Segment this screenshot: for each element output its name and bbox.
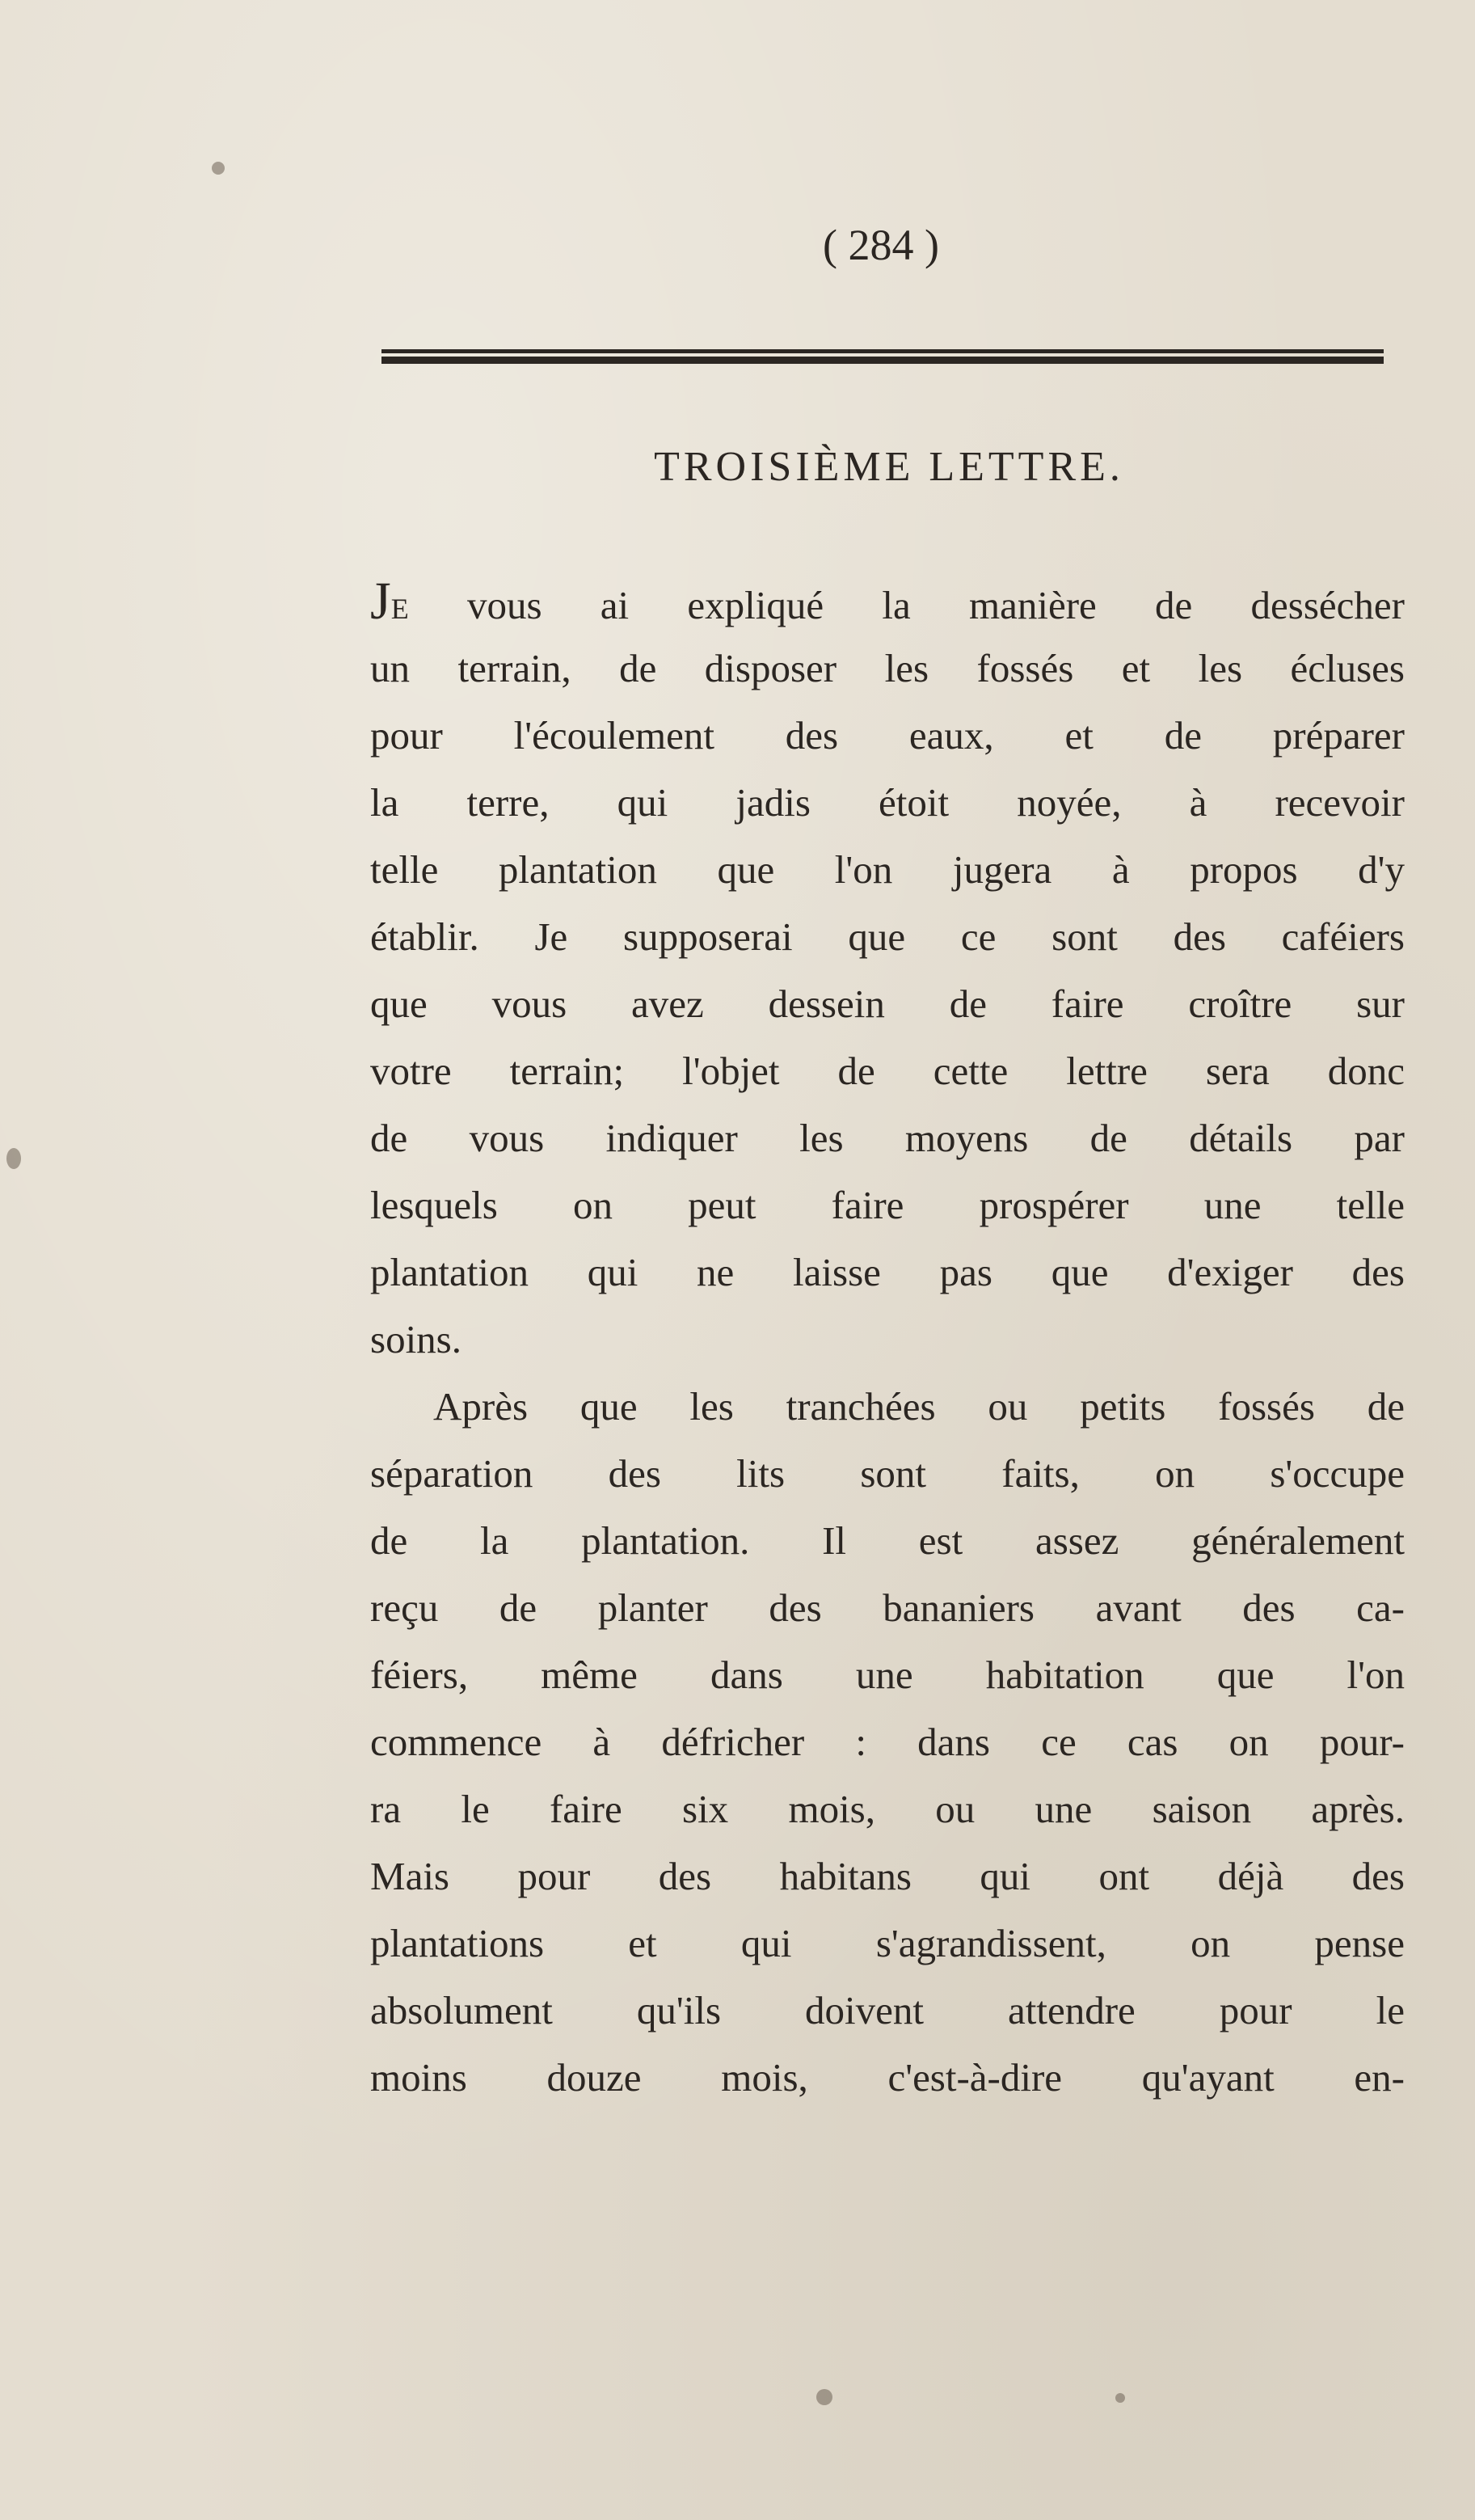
text-line: commence à défricher : dans ce cas on pour- [370,1720,1405,1764]
text-line: féiers, même dans une habitation que l'on [370,1653,1405,1697]
small-cap: E [390,593,409,625]
paper-stain [1115,2393,1125,2403]
header-double-rule [381,349,1384,364]
text-line: que vous avez dessein de faire croître sur [370,981,1405,1026]
paper-stain [816,2389,832,2405]
text-line: lesquels on peut faire prospérer une telle [370,1183,1405,1227]
text-lines [370,635,1405,2111]
text-line: votre terrain; l'objet de cette lettre sera donc [370,1049,1405,1093]
text-line: établir. Je supposerai que ce sont des caféiers [370,914,1405,959]
text-line: de la plantation. Il est assez généralement [370,1518,1405,1563]
text-line: plantations et qui s'agrandissent, on pense [370,1921,1405,1965]
paper-stain [212,162,225,175]
text-line: pour l'écoulement des eaux, et de préparer [370,713,1405,758]
text-line: Après que les tranchées ou petits fossés de [433,1384,1405,1429]
text-line: telle plantation que l'on jugera à propos d'y [370,847,1405,892]
chapter-title: TROISIÈME LETTRE. [654,444,1124,490]
first-line-text: vous ai expliqué la manière de dessécher [408,583,1405,627]
text-line: plantation qui ne laisse pas que d'exiger des [370,1250,1405,1294]
text-line: absolument qu'ils doivent attendre pour le [370,1988,1405,2032]
text-line: Mais pour des habitans qui ont déjà des [370,1854,1405,1898]
text-line: un terrain, de disposer les fossés et les écluses [370,646,1405,690]
text-line: soins. [370,1317,462,1361]
text-line: la terre, qui jadis étoit noyée, à recevoir [370,780,1405,825]
text-line [370,568,1405,635]
text-line: moins douze mois, c'est-à-dire qu'ayant en- [370,2055,1405,2100]
paper-stain [6,1148,21,1169]
text-line: ra le faire six mois, ou une saison après. [370,1787,1405,1831]
text-line: séparation des lits sont faits, on s'occupe [370,1451,1405,1496]
drop-initial: J [370,572,391,631]
page-number: ( 284 ) [823,221,939,269]
body-text [370,568,1405,2111]
text-line: reçu de planter des bananiers avant des ca- [370,1585,1405,1630]
text-line: de vous indiquer les moyens de détails par [370,1116,1405,1160]
